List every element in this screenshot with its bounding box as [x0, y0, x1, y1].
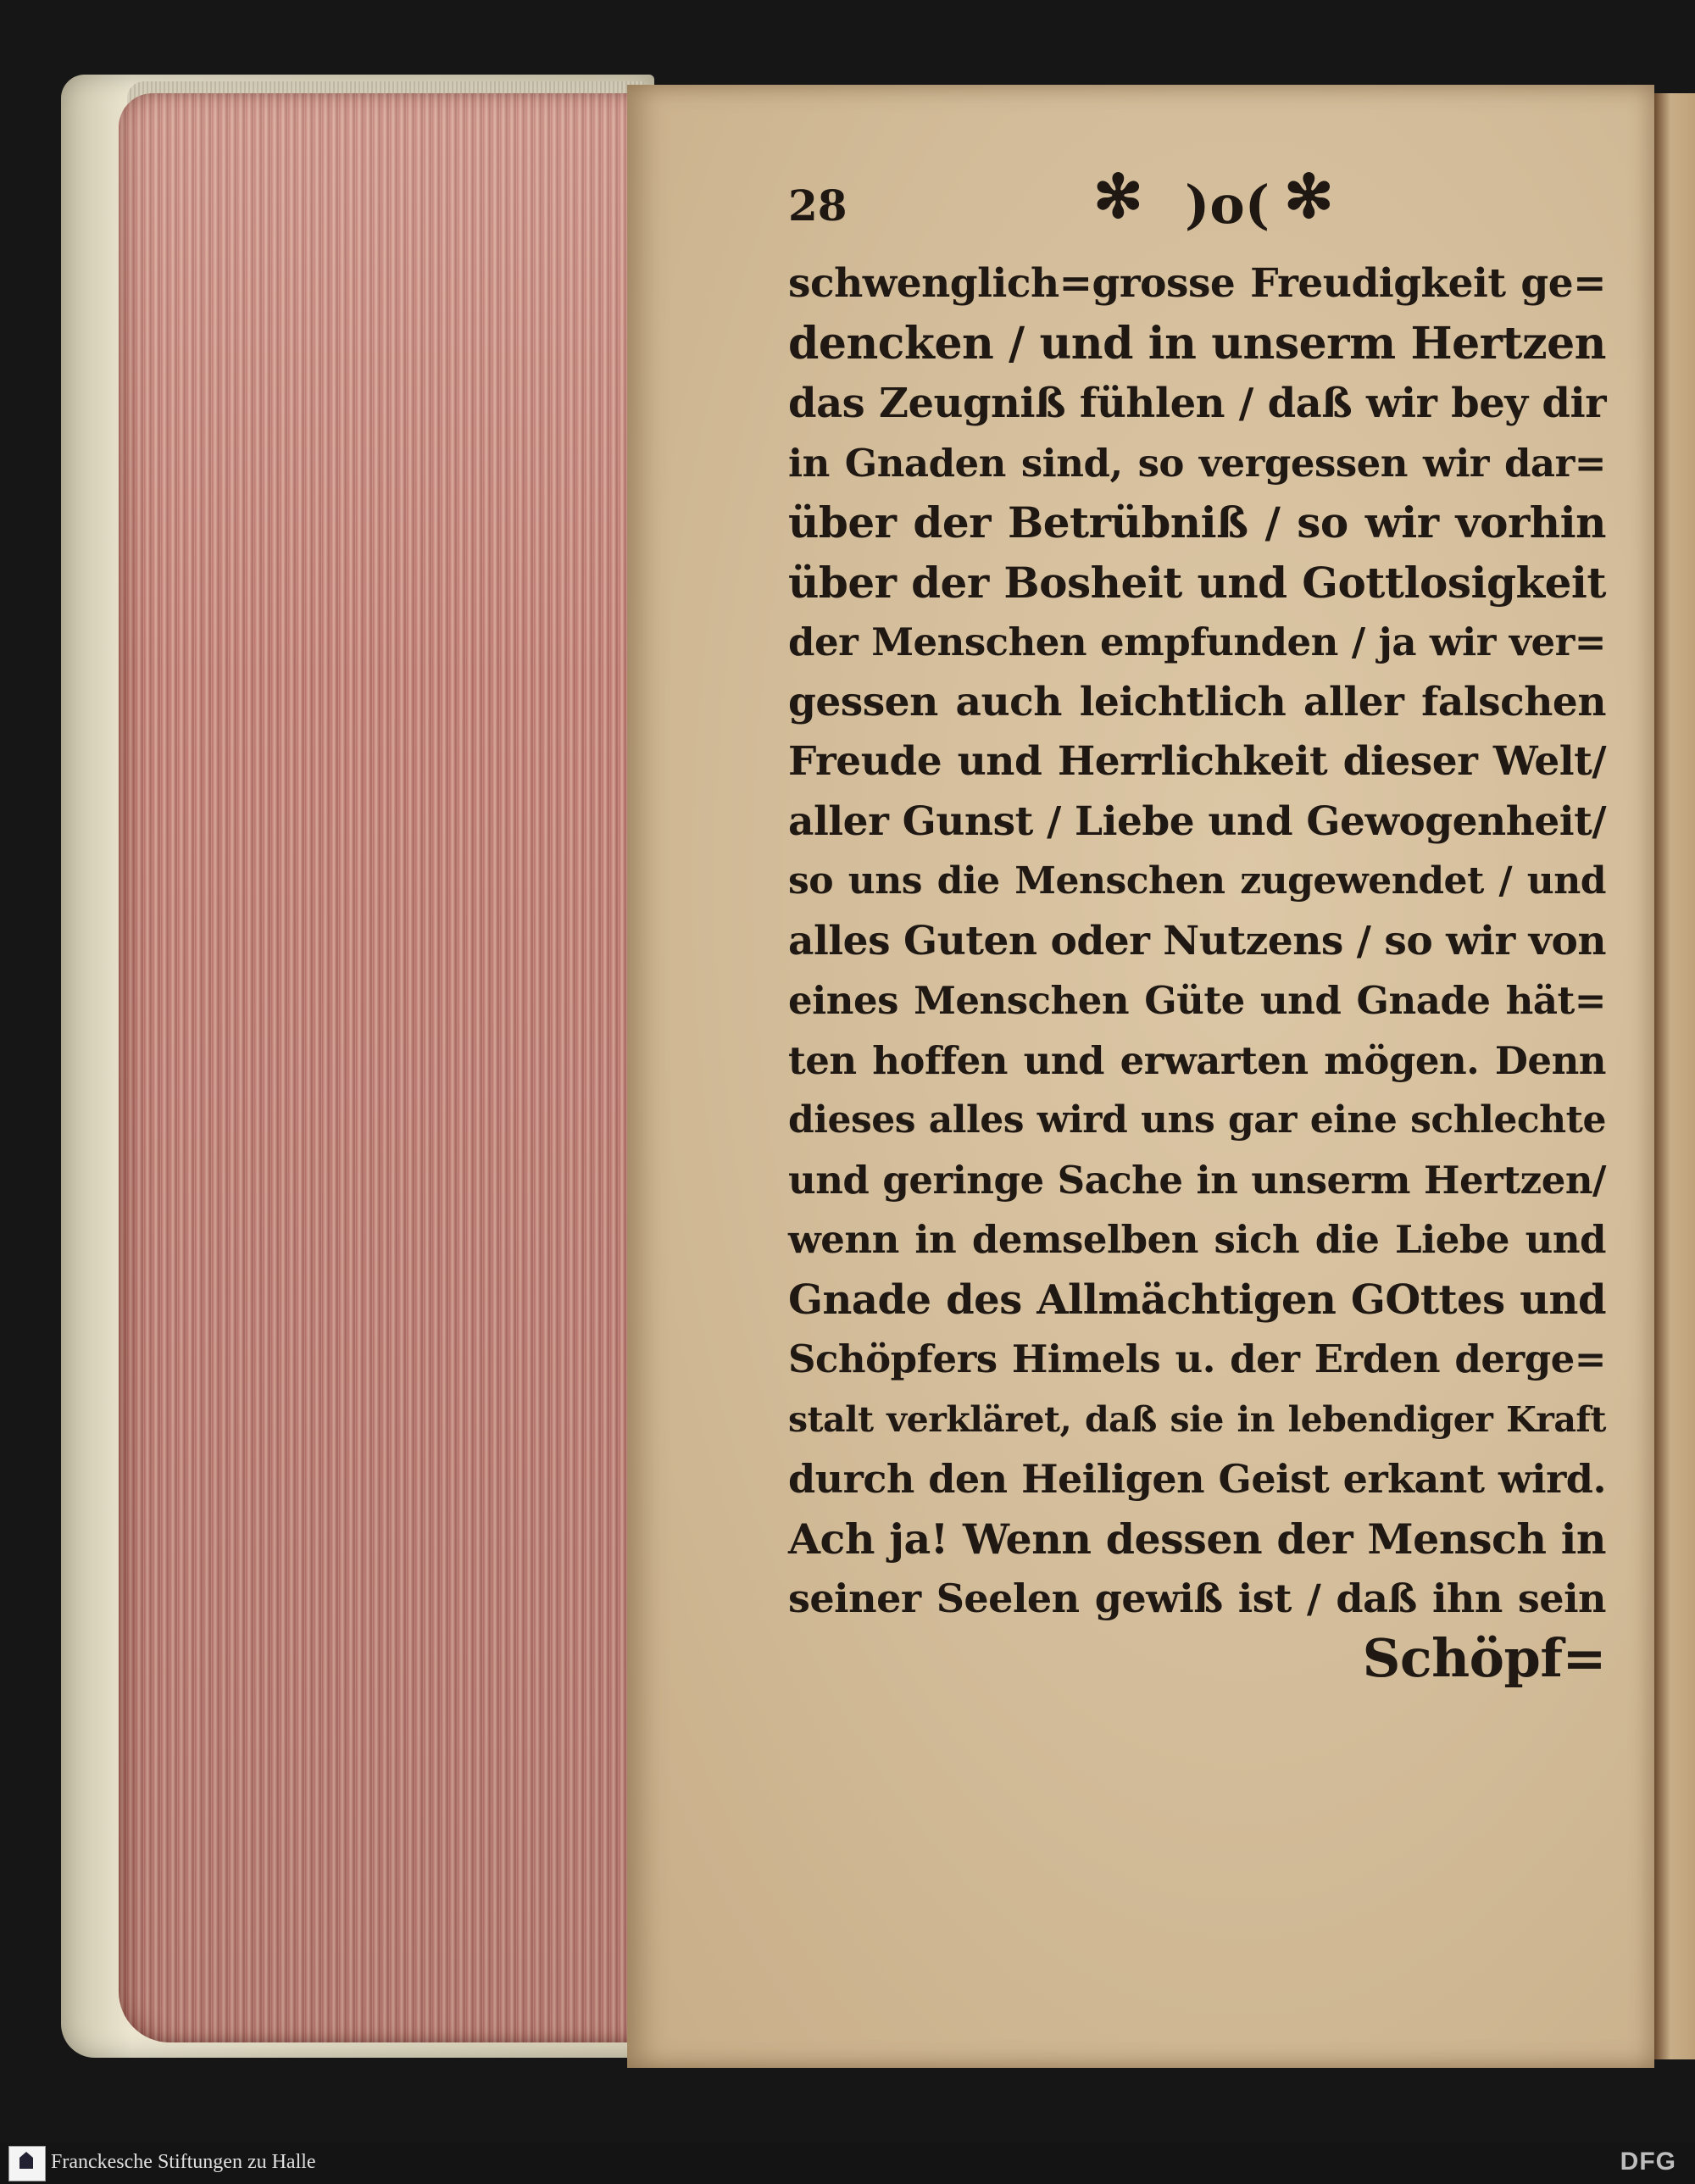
- text-line: schwenglich=grosse Freudigkeit ge=: [788, 260, 1606, 307]
- text-line: gessen auch leichtlich aller falschen: [788, 678, 1606, 725]
- head-mark: )o(: [1185, 174, 1270, 236]
- institution-logo: [8, 2146, 46, 2181]
- text-line: Schöpfers Himels u. der Erden derge=: [788, 1337, 1606, 1381]
- text-line: über der Bosheit und Gottlosigkeit: [788, 557, 1606, 608]
- text-line: stalt verkläret, daß sie in lebendiger Kraft: [788, 1398, 1606, 1440]
- dfg-logo: DFG: [1620, 2148, 1676, 2176]
- text-line: durch den Heiligen Geist erkant wird.: [788, 1456, 1606, 1502]
- text-line: seiner Seelen gewiß ist / daß ihn sein: [788, 1575, 1606, 1621]
- text-line: eines Menschen Güte und Gnade hät=: [788, 978, 1606, 1023]
- catchword: Schöpf=: [1362, 1626, 1606, 1689]
- body-text: [788, 254, 1606, 1688]
- text-line: der Menschen empfunden / ja wir ver=: [788, 620, 1606, 664]
- text-line: das Zeugniß fühlen / daß wir bey dir: [788, 380, 1606, 427]
- text-line: so uns die Menschen zugewendet / und: [788, 859, 1606, 903]
- building-icon: [19, 2152, 33, 2169]
- text-line: über der Betrübniß / so wir vorhin: [788, 497, 1606, 547]
- text-line: dencken / und in unserm Hertzen: [788, 317, 1606, 370]
- institution-name: Franckesche Stiftungen zu Halle: [51, 2151, 316, 2173]
- text-line: und geringe Sache in unserm Hertzen/: [788, 1157, 1606, 1203]
- text-line: Freude und Herrlichkeit dieser Welt/: [788, 738, 1606, 785]
- red-fore-edge: [119, 93, 644, 2042]
- text-line: Ach ja! Wenn dessen der Mensch in: [788, 1514, 1606, 1564]
- text-line: aller Gunst / Liebe und Gewogenheit/: [788, 797, 1606, 845]
- facing-page-edge: [1654, 93, 1695, 2059]
- flower-ornament-icon: ✻: [1093, 161, 1143, 231]
- text-line: in Gnaden sind, so vergessen wir dar=: [788, 440, 1606, 486]
- text-line: alles Guten oder Nutzens / so wir von: [788, 917, 1606, 964]
- viewer-footer: [0, 2142, 1695, 2184]
- text-line: Gnade des Allmächtigen GOttes und: [788, 1275, 1606, 1324]
- text-line: ten hoffen und erwarten mögen. Denn: [788, 1037, 1606, 1083]
- running-head: [788, 161, 1381, 242]
- page-number: 28: [788, 181, 848, 231]
- flower-ornament-icon: ✻: [1284, 161, 1334, 231]
- text-line: wenn in demselben sich die Liebe und: [788, 1217, 1606, 1262]
- text-line: dieses alles wird uns gar eine schlechte: [788, 1098, 1606, 1142]
